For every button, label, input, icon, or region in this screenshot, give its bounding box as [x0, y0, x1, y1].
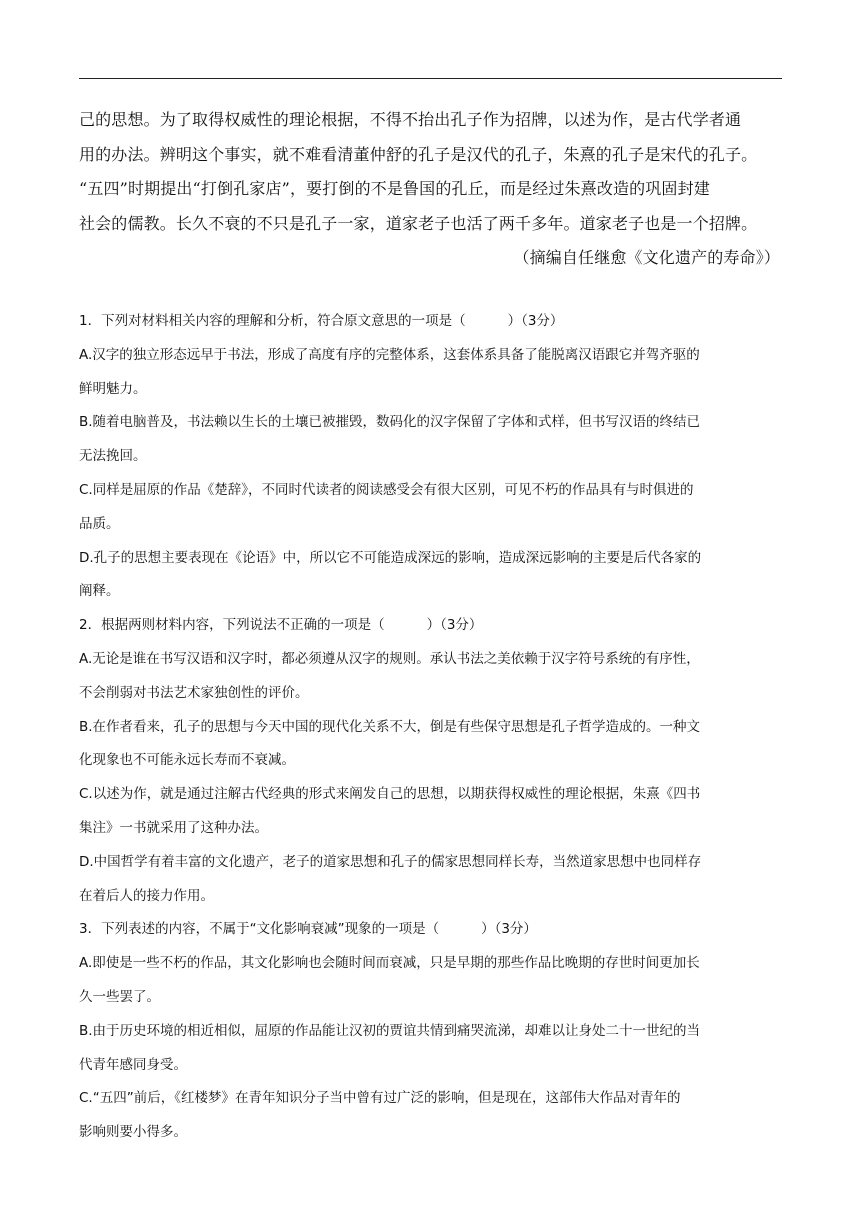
question-2-option-a: A.无论是谁在书写汉语和汉字时，都必须遵从汉字的规则。承认书法之美依赖于汉字符号系统的有序性， [79, 650, 700, 667]
question-stem-text: 1．下列对材料相关内容的理解和分析，符合原文意思的一项是（ [79, 313, 466, 329]
question-3-option-a: A.即使是一些不朽的作品，其文化影响也会随时间而衰减，只是早期的那些作品比晚期的存世时间更加长 [79, 955, 700, 972]
question-2-option-c: C.以述为作，就是通过注解古代经典的形式来阐发自己的思想，以期获得权威性的理论根据，朱熹《四书 [79, 786, 701, 803]
question-score: ）（3分） [507, 313, 564, 329]
question-1-option-b: B.随着电脑普及，书法赖以生长的土壤已被摧毁，数码化的汉字保留了字体和式样，但书写汉语的终结已 [79, 414, 701, 431]
question-2-option-c-cont: 集注》一书就采用了这种办法。 [79, 819, 268, 836]
question-1-option-c: C.同样是屈原的作品《楚辞》，不同时代读者的阅读感受会有很大区别，可见不朽的作品具有与时俱进的 [79, 481, 694, 498]
question-1-option-a-cont: 鲜明魅力。 [79, 380, 147, 397]
question-3-stem [79, 913, 784, 947]
passage-line: 社会的儒教。长久不衰的不只是孔子一家，道家老子也活了两千多年。道家老子也是一个招牌。 [79, 213, 758, 233]
question-3-option-a-cont: 久一些罢了。 [79, 988, 160, 1005]
question-list [79, 305, 784, 1150]
question-3-option-c: C.“五四”前后，《红楼梦》在青年知识分子当中曾有过广泛的影响，但是现在，这部伟大作品对青年的 [79, 1090, 681, 1107]
question-2-option-a-cont: 不会削弱对书法艺术家独创性的评价。 [79, 684, 309, 701]
reading-passage [79, 103, 784, 276]
header-rule [79, 78, 782, 79]
question-2-option-d-cont: 在着后人的接力作用。 [79, 887, 214, 904]
passage-line: “五四”时期提出“打倒孔家店”，要打倒的不是鲁国的孔丘，而是经过朱熹改造的巩固封建 [79, 179, 710, 198]
question-2-option-b-cont: 化现象也不可能永远长寿而不衰减。 [79, 752, 295, 769]
question-1-option-a: A.汉字的独立形态远早于书法，形成了高度有序的完整体系，这套体系具备了能脱离汉语跟它并驾齐驱的 [79, 346, 700, 363]
question-3-option-c-cont: 影响则要小得多。 [79, 1124, 187, 1141]
question-stem-text: 3．下列表述的内容，不属于“文化影响衰减”现象的一项是（ [79, 921, 440, 938]
question-1-option-d-cont: 阐释。 [79, 583, 120, 600]
question-1-option-c-cont: 品质。 [79, 515, 120, 532]
question-3-option-b: B.由于历史环境的相近相似，屈原的作品能让汉初的贾谊共情到痛哭流涕，却难以让身处二十一世纪的当 [79, 1022, 701, 1039]
passage-line: 己的思想。为了取得权威性的理论根据，不得不抬出孔子作为招牌，以述为作，是古代学者通 [79, 110, 742, 129]
question-2-option-b: B.在作者看来，孔子的思想与今天中国的现代化关系不大，倒是有些保守思想是孔子哲学造成的。一种文 [79, 718, 701, 735]
question-2-option-d: D.中国哲学有着丰富的文化遗产，老子的道家思想和孔子的儒家思想同样长寿，当然道家思想中也同样存 [79, 853, 702, 870]
question-1-stem [79, 305, 784, 339]
question-stem-text: 2．根据两则材料内容，下列说法不正确的一项是（ [79, 617, 385, 634]
question-1-option-b-cont: 无法挽回。 [79, 448, 147, 465]
question-2-stem [79, 609, 784, 643]
passage-line: 用的办法。辨明这个事实，就不难看清董仲舒的孔子是汉代的孔子，朱熹的孔子是宋代的孔子。 [79, 144, 758, 164]
question-3-option-b-cont: 代青年感同身受。 [79, 1056, 187, 1073]
question-score: ）（3分） [426, 617, 483, 634]
passage-source: （摘编自任继愈《文化遗产的寿命》） [513, 248, 780, 267]
question-1-option-d: D.孔子的思想主要表现在《论语》中，所以它不可能造成深远的影响，造成深远影响的主要是后代各家的 [79, 549, 702, 566]
question-score: ）（3分） [481, 921, 537, 938]
